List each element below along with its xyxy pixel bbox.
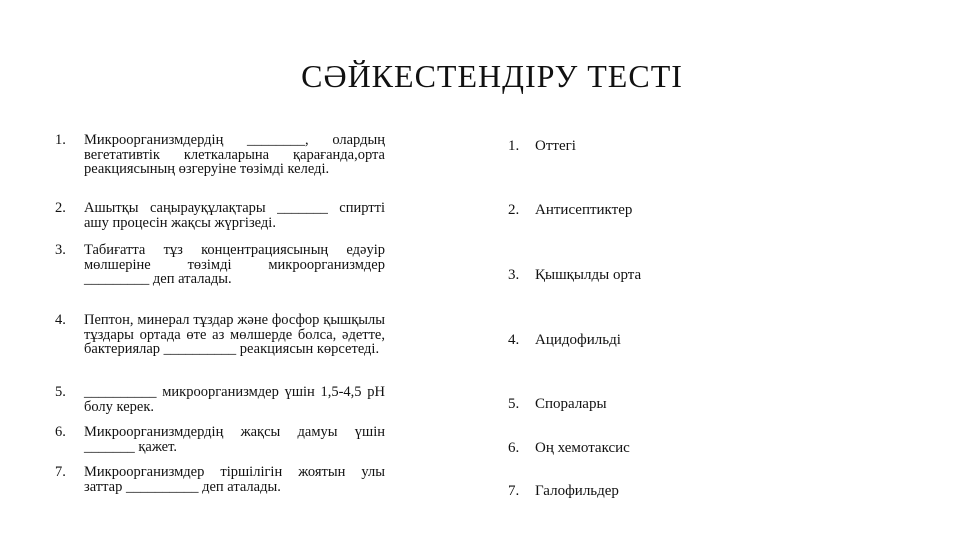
question-text: __________ микроорганизмдер үшін 1,5-4,5 pH болу керек. (84, 384, 385, 415)
question-item (55, 201, 385, 230)
answer-text: Антисептиктер (535, 202, 633, 218)
question-item (55, 425, 385, 454)
question-number: 3. (55, 242, 66, 258)
answer-number: 3. (508, 267, 520, 283)
answer-item (508, 483, 619, 500)
question-text: Микроорганизмдердің ________, олардың вегетативтік клеткаларына қарағанда,орта реакциясының өзгеруіне төзімді келеді. (84, 132, 385, 177)
answer-text: Галофильдер (535, 483, 619, 499)
question-text: Микроорганизмдердің жақсы дамуы үшін _______ қажет. (84, 424, 385, 455)
answer-item (508, 202, 632, 219)
page-title: СӘЙКЕСТЕНДІРУ ТЕСТІ (301, 58, 683, 94)
answer-text: Споралары (535, 396, 607, 412)
answer-number: 2. (508, 202, 520, 218)
answer-number: 5. (508, 396, 520, 412)
question-item (55, 313, 385, 357)
question-text: Микроорганизмдер тіршілігін жоятын улы заттар __________ деп аталады. (84, 464, 385, 495)
answer-text: Оң хемотаксис (535, 440, 630, 456)
answer-item (508, 267, 641, 284)
question-number: 4. (55, 312, 66, 328)
question-item (55, 465, 385, 494)
answer-text: Ацидофильді (535, 332, 621, 348)
question-item (55, 385, 385, 414)
answer-item (508, 138, 576, 155)
question-item (55, 243, 385, 287)
question-number: 2. (55, 200, 66, 216)
question-item (55, 133, 385, 177)
answer-item (508, 396, 607, 413)
question-number: 6. (55, 424, 66, 440)
question-number: 1. (55, 132, 66, 148)
answer-number: 4. (508, 332, 520, 348)
question-text: Табиғатта тұз концентрациясының едәуір мөлшеріне төзімді микроорганизмдер _________ деп аталады. (84, 242, 385, 287)
answer-number: 1. (508, 138, 520, 154)
answer-text: Оттегі (535, 138, 576, 154)
question-text: Ашытқы саңырауқұлақтары _______ спиртті ашу процесін жақсы жүргізеді. (84, 200, 385, 231)
answer-item (508, 332, 621, 349)
question-number: 7. (55, 464, 66, 480)
answer-number: 7. (508, 483, 520, 499)
question-text: Пептон, минерал тұздар және фосфор қышқылы тұздары ортада өте аз мөлшерде болса, әдетте, бактериялар __________ реакциясын көрсетеді. (84, 312, 385, 357)
answer-number: 6. (508, 440, 520, 456)
answer-text: Қышқылды орта (535, 267, 642, 283)
question-number: 5. (55, 384, 66, 400)
answer-item (508, 440, 630, 457)
